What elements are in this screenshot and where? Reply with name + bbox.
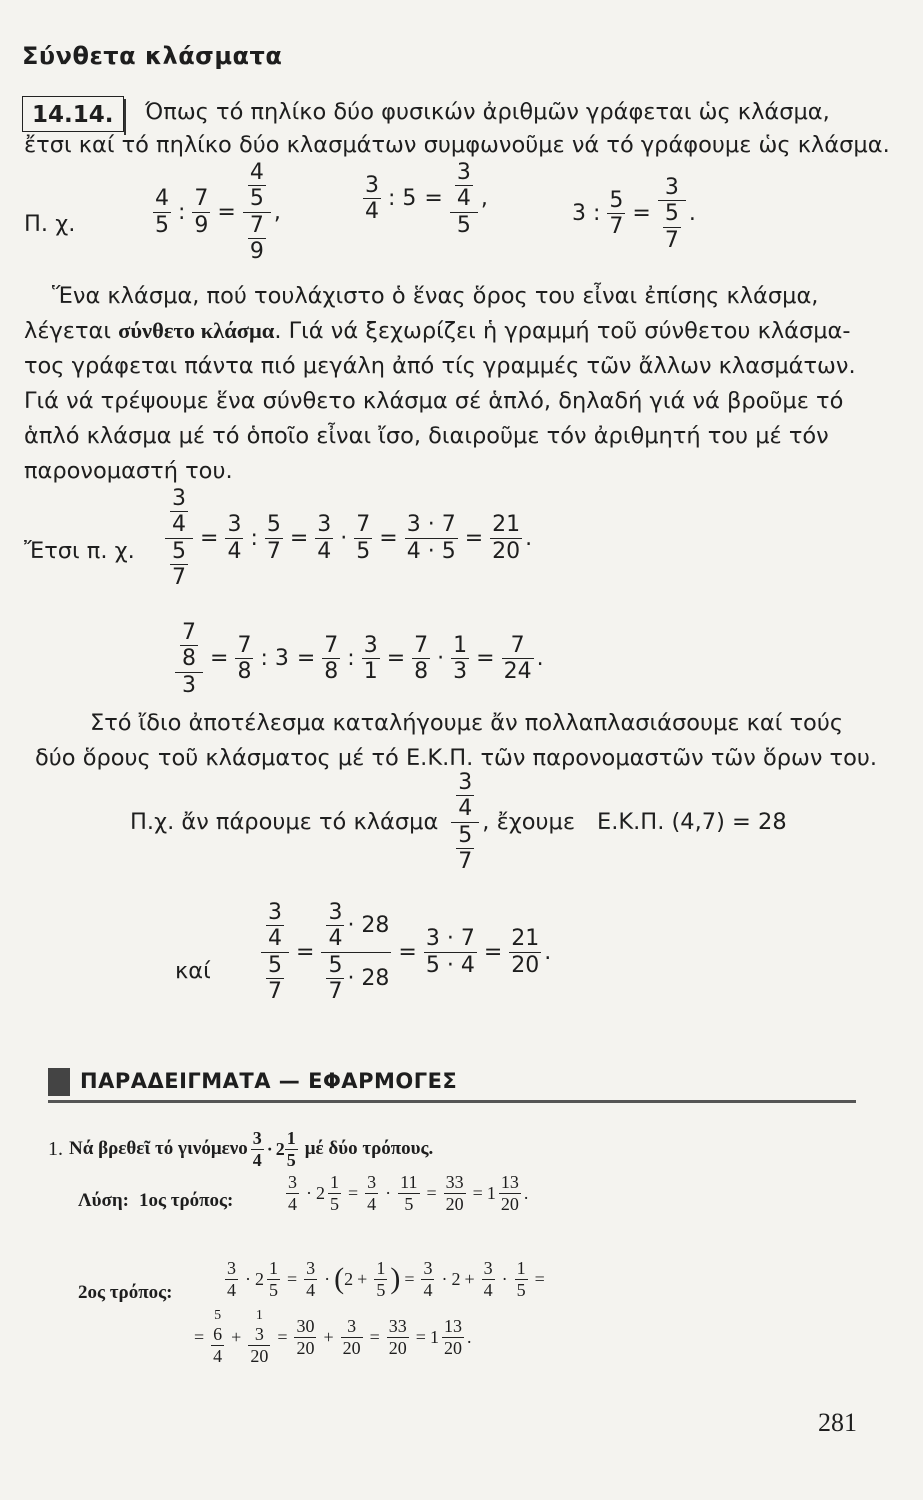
- fraction: [225, 1258, 238, 1300]
- denominator: 8: [237, 659, 252, 685]
- lcm-prefix: Π.χ. ἄν πάρουμε τό κλάσμα: [130, 808, 439, 835]
- operator: =: [277, 1326, 288, 1347]
- numerator: 3: [347, 1316, 357, 1336]
- numerator: 1: [269, 1258, 278, 1278]
- whole-part: 2: [255, 1268, 264, 1289]
- way-2-label: 2ος τρόπος:: [78, 1282, 173, 1303]
- denominator: 20: [250, 1345, 269, 1366]
- way-2-continuation: [190, 1308, 471, 1366]
- punctuation: .: [525, 525, 533, 551]
- denominator: 5: [269, 1279, 278, 1300]
- denominator: 1: [363, 659, 378, 685]
- fraction: [251, 1128, 264, 1170]
- numerator: 13: [500, 1172, 519, 1192]
- fraction: [225, 512, 243, 564]
- fraction: [328, 1172, 341, 1214]
- times-28: · 28: [347, 965, 390, 991]
- fraction: [286, 1172, 299, 1214]
- denominator: 20: [445, 1193, 464, 1214]
- operator: =: [210, 646, 229, 672]
- operator: +: [464, 1268, 475, 1289]
- punctuation: .: [523, 1182, 529, 1203]
- definition-line-3: τος γράφεται πάντα πιό μεγάλη ἀπό τίς γραμμές τῶν ἄλλων κλασμάτων.: [24, 353, 856, 379]
- numerator: 3: [317, 512, 332, 538]
- denominator: 4: [227, 1279, 236, 1300]
- operator: =: [424, 186, 443, 212]
- numerator: 3: [483, 1258, 493, 1278]
- numerator: 3: [254, 1324, 264, 1344]
- fraction: [398, 1172, 419, 1214]
- operator: =: [464, 525, 484, 551]
- numerator: 3: [268, 900, 282, 925]
- operator: =: [632, 201, 651, 227]
- solution-label-row: [78, 1190, 233, 1212]
- denominator: 5: [376, 1279, 386, 1300]
- numerator: 3 · 7: [425, 926, 475, 952]
- fraction: [266, 900, 284, 952]
- banner-square: [48, 1068, 70, 1096]
- etsi-label: Ἔτσι π. χ.: [24, 538, 135, 564]
- denominator: 4: [317, 538, 332, 564]
- operator: 3 :: [572, 201, 601, 227]
- fraction: [365, 1172, 378, 1214]
- definition-text: . Γιά νά ξεχωρίζει ἡ γραμμή τοῦ σύνθετου κλάσμα-: [274, 318, 851, 344]
- numerator: 5: [458, 822, 473, 848]
- denominator: 4: [483, 1279, 493, 1300]
- denominator: 4: [213, 1345, 223, 1366]
- examples-banner: ΠΑΡΑΔΕΙΓΜΑΤΑ — ΕΦΑΡΜΟΓΕΣ: [80, 1069, 458, 1093]
- fraction: [192, 186, 210, 238]
- denominator: 4: [365, 199, 379, 225]
- fraction: [405, 512, 458, 564]
- denominator: 4: [423, 1279, 433, 1300]
- operator: ·: [437, 646, 445, 672]
- lcm-value: Ε.Κ.Π. (4,7) = 28: [597, 808, 787, 835]
- fraction: [663, 201, 681, 253]
- denominator: 20: [388, 1337, 407, 1358]
- definition-line-6: παρονομαστή του.: [24, 458, 233, 484]
- numerator: 5: [664, 201, 679, 227]
- operator: : 3: [260, 646, 289, 672]
- operator: =: [194, 1326, 205, 1347]
- operator: =: [379, 525, 398, 551]
- example-formula-2: [360, 160, 488, 238]
- denominator: 4: [306, 1279, 316, 1300]
- operator: =: [426, 1182, 437, 1203]
- definition-line-2: [24, 320, 851, 343]
- operator: =: [217, 199, 236, 225]
- operator: =: [348, 1182, 359, 1203]
- numerator: 3: [306, 1258, 316, 1278]
- cancelled-fraction: [208, 1308, 227, 1366]
- definition-line-5: ἁπλό κλάσμα μέ τό ὁποῖο εἶναι ἴσο, διαιροῦμε τόν ἀριθμητή του μέ τόν: [24, 423, 829, 449]
- compound-fraction: [451, 770, 479, 874]
- numerator: 5: [328, 952, 343, 978]
- denominator: 3: [453, 659, 468, 685]
- intro-line-1: Όπως τό πηλίκο δύο φυσικών ἀριθμῶν γράφεται ὡς κλάσμα,: [145, 99, 830, 125]
- denominator: 4: [227, 538, 242, 564]
- denominator: 5: [155, 212, 169, 238]
- whole-part: 1: [486, 1182, 496, 1203]
- denominator: 7: [458, 848, 473, 874]
- fraction: [354, 512, 372, 564]
- denominator: 4: [367, 1193, 377, 1214]
- denominator: 20: [443, 1337, 462, 1358]
- numerator: 11: [400, 1172, 418, 1192]
- numerator: 3: [456, 160, 471, 185]
- operator: ·: [306, 1182, 312, 1203]
- operator: ·: [245, 1268, 251, 1289]
- denominator: 4: [456, 186, 471, 212]
- numerator: 7: [237, 633, 252, 659]
- cancelled-fraction: [245, 1308, 273, 1366]
- punctuation: ,: [273, 199, 281, 225]
- denominator: 8: [182, 646, 196, 672]
- punctuation: .: [466, 1326, 472, 1347]
- numerator: 1: [453, 633, 468, 659]
- lcm-formula: [258, 900, 551, 1004]
- numerator: 3: [227, 1258, 236, 1278]
- operator: =: [296, 939, 315, 965]
- fraction: [326, 953, 344, 1005]
- denominator: 7: [172, 564, 186, 590]
- fraction: [211, 1324, 224, 1366]
- fraction: [304, 1258, 317, 1300]
- compound-fraction: [243, 160, 271, 264]
- denominator: 7: [268, 978, 282, 1004]
- way-1-formula: [283, 1172, 528, 1214]
- times-28: · 28: [347, 913, 390, 939]
- operator: ·: [385, 1182, 392, 1203]
- denominator: 4: [328, 926, 343, 952]
- numerator: 3: [367, 1172, 377, 1192]
- numerator: 5: [266, 512, 281, 538]
- numerator: 3: [363, 633, 378, 659]
- intro-line-2: ἔτσι καί τό πηλίκο δύο κλασμάτων συμφωνοῦμε νά τό γράφουμε ὡς κλάσμα.: [24, 132, 890, 158]
- operator: =: [296, 646, 316, 672]
- denominator: 20: [492, 538, 521, 564]
- numerator: 30: [296, 1316, 315, 1336]
- denominator: 4: [172, 512, 186, 538]
- operator: =: [287, 1268, 298, 1289]
- numerator: 4: [249, 160, 264, 185]
- fraction: [442, 1316, 464, 1358]
- etsi-formula-2: [172, 620, 544, 698]
- punctuation: .: [544, 939, 552, 965]
- compound-fraction: [175, 620, 203, 698]
- fraction: [421, 1258, 434, 1300]
- definition-line-1: Ἕνα κλάσμα, πού τουλάχιστο ὁ ἕνας ὅρος του εἶναι ἐπίσης κλάσμα,: [52, 283, 819, 309]
- fraction: [451, 633, 469, 685]
- fraction: [499, 1172, 521, 1214]
- numerator: 1: [286, 1128, 296, 1148]
- operator: ·: [501, 1268, 508, 1289]
- example-formula-1: [150, 160, 281, 264]
- numerator: 3: [664, 175, 679, 200]
- compound-fraction: [261, 900, 289, 1004]
- fraction: [326, 900, 344, 952]
- fraction: [502, 633, 534, 685]
- same-result-line-2: δύο ὅρους τοῦ κλάσματος μέ τό Ε.Κ.Π. τῶν παρονομαστῶν τῶν ὅρων του.: [35, 745, 878, 771]
- compound-fraction: [165, 486, 193, 590]
- number: 2: [344, 1268, 354, 1289]
- numerator: 7: [510, 633, 525, 659]
- numerator: 1: [376, 1258, 386, 1278]
- exercise-1-prompt: [48, 1128, 433, 1170]
- paren: ): [390, 1262, 401, 1296]
- fraction: [456, 823, 474, 875]
- operator: :: [347, 646, 355, 672]
- fraction: [170, 486, 188, 538]
- fraction: [444, 1172, 466, 1214]
- denominator: 20: [342, 1337, 361, 1358]
- fraction: [248, 1324, 270, 1366]
- whole-part: 2: [275, 1138, 285, 1159]
- example-label: Π. χ.: [24, 211, 76, 237]
- fraction: [509, 926, 541, 978]
- numerator: 3: [252, 1128, 262, 1148]
- section-heading: Σύνθετα κλάσματα: [22, 42, 283, 70]
- exercise-number: 1.: [48, 1137, 63, 1160]
- operator: +: [323, 1326, 334, 1347]
- cancel-result: 1: [255, 1308, 263, 1323]
- lcm-example: [130, 770, 787, 874]
- denominator: 4: [288, 1193, 297, 1214]
- fraction: [180, 620, 198, 672]
- numerator: 3: [172, 486, 186, 511]
- numerator: 6: [213, 1324, 223, 1344]
- operator: =: [200, 525, 219, 551]
- compound-fraction: [658, 175, 686, 253]
- operator: +: [357, 1268, 368, 1289]
- section-number-shadow: [124, 99, 126, 135]
- compound-fraction: [450, 160, 478, 238]
- number: 2: [451, 1268, 461, 1289]
- fraction: [248, 160, 266, 212]
- kai-label: καί: [175, 958, 211, 984]
- exercise-suffix: μέ δύο τρόπους.: [304, 1138, 434, 1160]
- operator: =: [369, 1326, 380, 1347]
- operator: =: [476, 646, 495, 672]
- operator: :: [178, 199, 186, 225]
- operator: =: [404, 1268, 415, 1289]
- operator: ·: [441, 1268, 448, 1289]
- operator: ·: [340, 525, 348, 551]
- same-result-line-1: Στό ἴδιο ἀποτέλεσμα καταλήγουμε ἄν πολλαπλασιάσουμε καί τούς: [90, 710, 844, 736]
- fraction: [412, 633, 430, 685]
- fraction: [153, 186, 171, 238]
- denominator: 7: [266, 538, 281, 564]
- numerator: 1: [330, 1172, 339, 1192]
- denominator: 4 · 5: [406, 538, 456, 564]
- numerator: 3: [365, 173, 379, 199]
- example-formula-3: [568, 175, 696, 253]
- way-2-formula: [222, 1258, 549, 1300]
- denominator: 9: [249, 238, 264, 264]
- definition-text: λέγεται: [24, 318, 119, 344]
- numerator: 5: [268, 952, 282, 978]
- whole-part: 1: [429, 1326, 439, 1347]
- fraction: [322, 633, 340, 685]
- term-compound-fraction: σύνθετο κλάσμα: [118, 318, 275, 343]
- fraction: [362, 633, 380, 685]
- denominator: 3: [182, 672, 196, 698]
- operator: =: [415, 1326, 426, 1347]
- numerator: 3: [227, 512, 242, 538]
- denominator: 7: [664, 227, 679, 253]
- fraction: [248, 213, 266, 265]
- denominator: 4: [252, 1149, 262, 1170]
- fraction: [235, 633, 253, 685]
- fraction: [607, 188, 625, 240]
- operator: =: [398, 939, 417, 965]
- numerator: 7: [356, 512, 371, 538]
- denominator: 5: [356, 538, 371, 564]
- denominator: 5: [404, 1193, 414, 1214]
- fraction: [294, 1316, 316, 1358]
- denominator: 8: [414, 659, 429, 685]
- operator: ·: [324, 1268, 331, 1289]
- paren: (: [334, 1262, 345, 1296]
- denominator: 5: [330, 1193, 339, 1214]
- numerator: 5: [609, 188, 624, 214]
- operator: =: [386, 646, 406, 672]
- numerator: 13: [443, 1316, 462, 1336]
- numerator: 21: [511, 926, 540, 952]
- banner-rule: [48, 1100, 856, 1103]
- operator: =: [289, 525, 309, 551]
- denominator: 8: [324, 659, 339, 685]
- fraction: [363, 173, 381, 225]
- solution-label: Λύση:: [78, 1190, 129, 1211]
- denominator: 7: [609, 214, 624, 240]
- fraction: [285, 1128, 298, 1170]
- operator: +: [231, 1326, 242, 1347]
- numerator: 3: [423, 1258, 433, 1278]
- denominator: 7: [328, 978, 343, 1004]
- numerator: 3 · 7: [406, 512, 456, 538]
- numerator: 7: [249, 212, 264, 238]
- numerator: 5: [172, 538, 186, 564]
- fraction: [490, 512, 522, 564]
- operator: ·: [266, 1138, 273, 1159]
- operator: :: [250, 525, 258, 551]
- denominator: 20: [500, 1193, 519, 1214]
- numerator: 3: [328, 900, 343, 925]
- numerator: 4: [155, 186, 169, 212]
- cancel-result: 5: [214, 1308, 222, 1323]
- denominator: 9: [194, 212, 209, 238]
- denominator: 5: [249, 186, 264, 212]
- lcm-middle: , ἔχουμε: [482, 808, 576, 835]
- numerator: 33: [445, 1172, 464, 1192]
- denominator: 5: [456, 212, 471, 238]
- numerator: 33: [388, 1316, 407, 1336]
- fraction: [374, 1258, 387, 1300]
- denominator: 24: [503, 659, 532, 685]
- numerator: 7: [182, 620, 196, 645]
- numerator: 7: [414, 633, 429, 659]
- way-1-label: 1ος τρόπος:: [138, 1190, 234, 1211]
- exercise-prompt-text: Νά βρεθεῖ τό γινόμενο: [69, 1138, 248, 1160]
- numerator: 7: [194, 186, 209, 212]
- fraction: [265, 512, 283, 564]
- fraction: [315, 512, 333, 564]
- fraction: [482, 1258, 495, 1300]
- etsi-formula-1: [162, 486, 532, 590]
- denominator: 20: [511, 952, 540, 978]
- fraction: [424, 926, 477, 978]
- denominator: 5 · 4: [425, 952, 475, 978]
- fraction: [267, 1258, 280, 1300]
- fraction: [170, 539, 188, 591]
- numerator: 7: [324, 633, 339, 659]
- definition-line-4: Γιά νά τρέψουμε ἕνα σύνθετο κλάσμα σέ ἁπλό, δηλαδή γιά νά βροῦμε τό: [24, 388, 844, 414]
- fraction: [341, 1316, 363, 1358]
- punctuation: .: [536, 646, 544, 672]
- numerator: 3: [458, 770, 473, 795]
- punctuation: .: [688, 201, 696, 227]
- fraction: [266, 953, 284, 1005]
- operator: : 5: [388, 186, 417, 212]
- denominator: 5: [516, 1279, 526, 1300]
- whole-part: 2: [316, 1182, 325, 1203]
- operator: =: [534, 1268, 545, 1289]
- denominator: 5: [286, 1149, 296, 1170]
- fraction: [456, 770, 474, 822]
- operator: =: [472, 1182, 483, 1203]
- numerator: 21: [492, 512, 521, 538]
- fraction: [387, 1316, 409, 1358]
- fraction: [455, 160, 473, 212]
- page-number: 281: [818, 1408, 857, 1437]
- numerator: 1: [516, 1258, 526, 1278]
- denominator: 4: [458, 796, 473, 822]
- compound-fraction: [321, 900, 391, 1004]
- denominator: 20: [296, 1337, 315, 1358]
- punctuation: ,: [480, 186, 488, 212]
- section-number: 14.14.: [22, 96, 124, 132]
- operator: =: [483, 939, 503, 965]
- denominator: 4: [268, 926, 282, 952]
- fraction: [515, 1258, 528, 1300]
- numerator: 3: [288, 1172, 297, 1192]
